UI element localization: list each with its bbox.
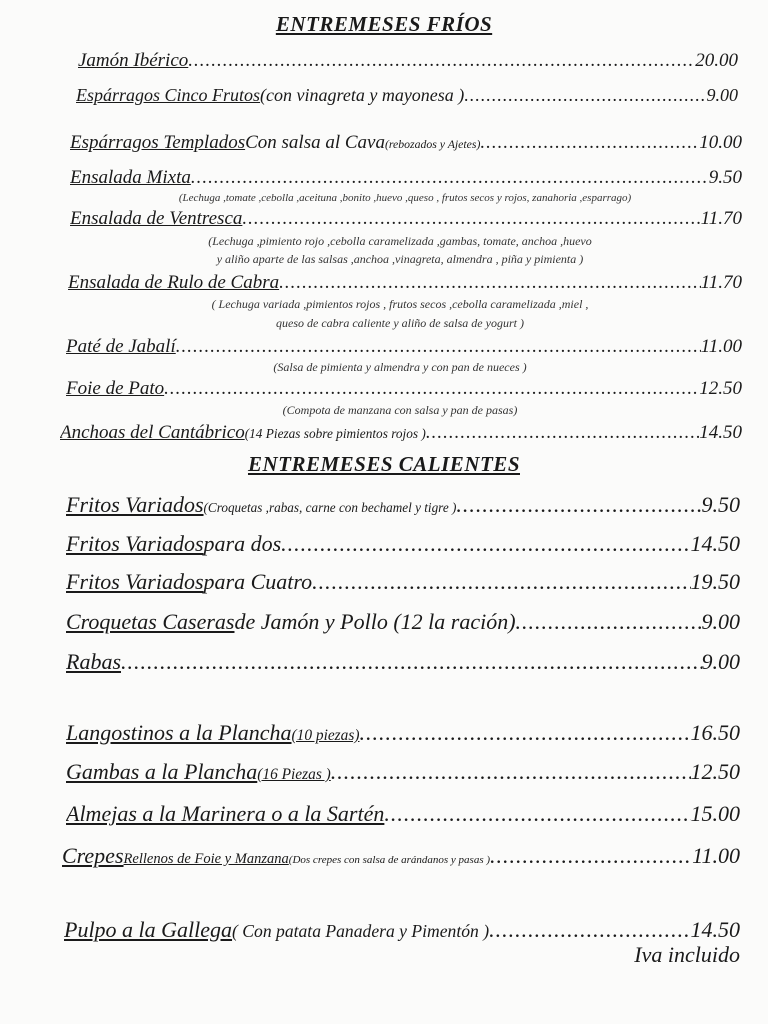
menu-item [66, 609, 740, 635]
item-note-small: (rebozados y Ajetes) [384, 138, 481, 151]
item-price: 14.50 [690, 531, 740, 556]
menu-item [64, 917, 740, 943]
menu-item [66, 759, 740, 785]
item-description: (Compota de manzana con salsa y pan de pasas) [282, 403, 518, 417]
item-name: Rabas [66, 649, 121, 674]
menu-item [78, 50, 738, 72]
item-name: Fritos Variados [66, 492, 204, 517]
item-note: (10 piezas) [291, 727, 360, 744]
leader-dots [281, 531, 690, 557]
vat-included-note: Iva incluido [634, 942, 740, 967]
item-description: (Salsa de pimienta y almendra y con pan de nueces ) [273, 360, 527, 374]
item-note: para Cuatro [203, 569, 313, 594]
item-price: 9.50 [701, 492, 740, 517]
leader-dots [426, 422, 699, 444]
leader-dots [312, 569, 690, 595]
leader-dots [490, 843, 692, 869]
item-description: ( Lechuga variada ,pimientos rojos , frutos secos ,cebolla caramelizada ,miel , [211, 297, 589, 311]
leader-dots [188, 50, 695, 72]
item-name: Anchoas del Cantábrico [60, 422, 245, 443]
leader-dots [331, 759, 691, 785]
item-name: Fritos Variados [66, 569, 204, 594]
item-description: y aliño aparte de las salsas ,anchoa ,vinagreta, almendra , piña y pimienta ) [216, 252, 584, 266]
menu-item [76, 85, 738, 106]
item-name: Ensalada de Rulo de Cabra [68, 272, 280, 293]
leader-dots [242, 208, 700, 230]
item-price: 11.70 [700, 272, 742, 293]
menu-item [66, 649, 740, 675]
item-note: Rellenos de Foie y Manzana [123, 851, 289, 867]
leader-dots [279, 272, 701, 294]
leader-dots [384, 801, 690, 827]
item-price: 14.50 [699, 422, 742, 443]
menu-item [66, 720, 740, 746]
item-price: 15.00 [690, 801, 740, 826]
item-name: Crepes [62, 843, 124, 868]
item-price: 14.50 [690, 917, 740, 942]
leader-dots [176, 336, 701, 358]
item-note: ( Con patata Panadera y Pimentón ) [232, 921, 490, 941]
leader-dots [480, 132, 699, 154]
menu-item [70, 132, 742, 154]
item-name: Jamón Ibérico [78, 50, 189, 71]
menu-item [62, 843, 740, 869]
menu-item [66, 801, 740, 827]
item-price: 9.00 [701, 649, 740, 674]
leader-dots [164, 378, 699, 400]
menu-item [70, 167, 742, 189]
menu-item [66, 569, 740, 595]
cold-starters-title: ENTREMESES FRÍOS [275, 12, 493, 36]
item-note: Con salsa al Cava [245, 132, 385, 153]
item-price: 12.50 [699, 378, 742, 399]
item-price: 11.00 [700, 336, 742, 357]
item-note: (14 Piezas sobre pimientos rojos ) [244, 426, 426, 441]
item-name: Foie de Pato [66, 378, 165, 399]
menu-item [60, 422, 742, 444]
item-price: 9.00 [701, 609, 740, 634]
menu-item [70, 208, 742, 230]
item-price: 11.00 [692, 843, 740, 868]
menu-item [68, 272, 742, 294]
item-note: para dos [203, 531, 282, 556]
leader-dots [121, 649, 702, 675]
leader-dots [489, 917, 690, 943]
item-name: Gambas a la Plancha [66, 759, 258, 784]
item-note: de Jamón y Pollo (12 la ración) [234, 609, 516, 634]
hot-starters-title: ENTREMESES CALIENTES [247, 452, 520, 476]
item-note-small: (Dos crepes con salsa de arándanos y pasas ) [288, 854, 491, 866]
item-name: Espárragos Templados [70, 132, 246, 153]
menu-item [66, 378, 742, 400]
item-price: 19.50 [690, 569, 740, 594]
item-price: 11.70 [700, 208, 742, 229]
item-name: Croquetas Caseras [66, 609, 235, 634]
item-description: (Lechuga ,tomate ,cebolla ,aceituna ,bonito ,huevo ,queso , frutos secos y rojos, zanahoria ,esparrago) [178, 192, 632, 204]
item-name: Paté de Jabalí [66, 336, 176, 357]
item-name: Fritos Variados [66, 531, 204, 556]
item-name: Ensalada de Ventresca [70, 208, 243, 229]
item-name: Almejas a la Marinera o a la Sartén [66, 801, 385, 826]
leader-dots [516, 609, 702, 635]
item-name: Pulpo a la Gallega [64, 917, 233, 942]
item-note: (con vinagreta y mayonesa ) [260, 85, 465, 105]
item-description: queso de cabra caliente y aliño de salsa de yogurt ) [276, 316, 524, 330]
item-price: 10.00 [699, 132, 742, 153]
item-name: Ensalada Mixta [70, 167, 191, 188]
item-description: (Lechuga ,pimiento rojo ,cebolla caramelizada ,gambas, tomate, anchoa ,huevo [208, 234, 592, 248]
item-price: 9.50 [708, 167, 742, 188]
menu-item [66, 531, 740, 557]
item-note: (16 Piezas ) [257, 766, 331, 783]
item-price: 20.00 [695, 50, 738, 71]
leader-dots [456, 492, 701, 518]
item-price: 16.50 [690, 720, 740, 745]
leader-dots [359, 720, 690, 746]
item-price: 12.50 [690, 759, 740, 784]
leader-dots [464, 85, 706, 106]
item-price: 9.00 [706, 85, 738, 105]
menu-item [66, 336, 742, 358]
leader-dots [191, 167, 709, 189]
item-note: (Croquetas ,rabas, carne con bechamel y tigre ) [203, 500, 457, 515]
item-name: Espárragos Cinco Frutos [76, 85, 261, 105]
item-name: Langostinos a la Plancha [66, 720, 292, 745]
menu-item [66, 492, 740, 518]
